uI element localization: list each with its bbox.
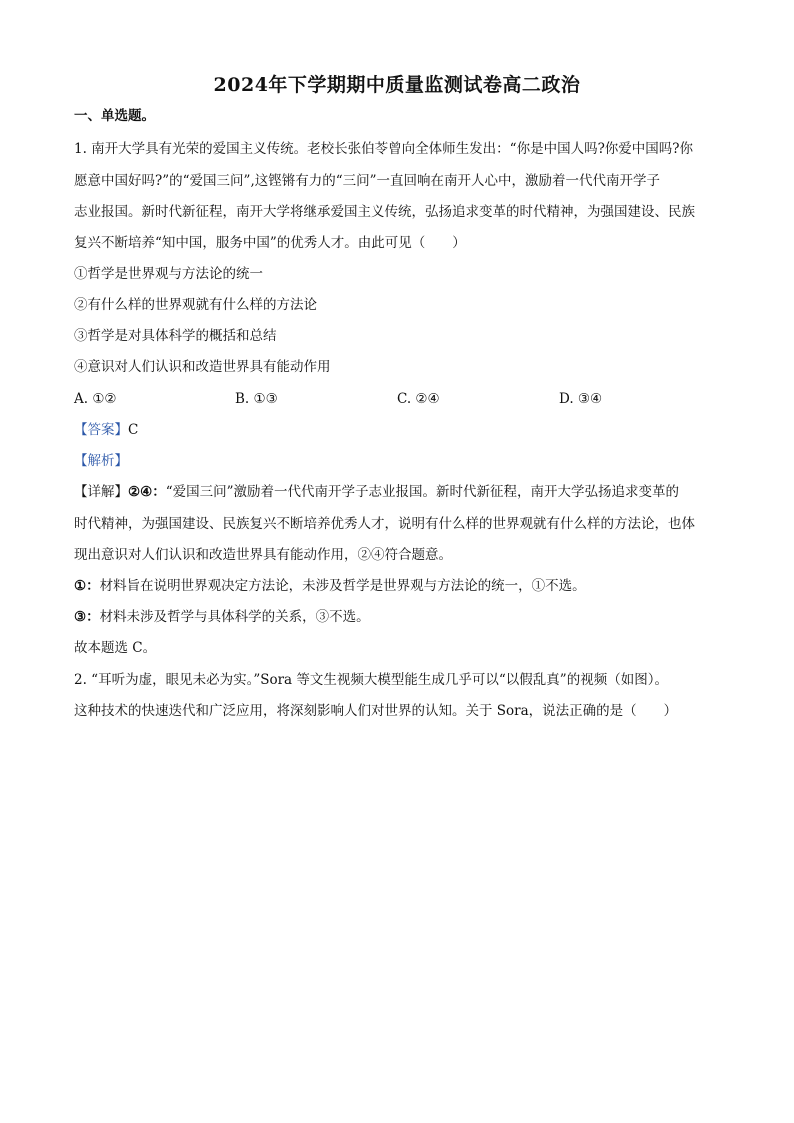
exclude-1-text: 材料旨在说明世界观决定方法论，未涉及哲学是世界观与方法论的统一，①不选。 bbox=[99, 578, 586, 594]
q1-stem-line-4: 复兴不断培养“知中国，服务中国”的优秀人才。由此可见（ ） bbox=[74, 235, 466, 251]
detail-text-1: “爱国三问”激励着一代代南开学子志业报国。新时代新征程，南开大学弘扬追求变革的 bbox=[165, 484, 680, 500]
exclude-1-marker: ①： bbox=[74, 578, 100, 594]
exclude-3-text: 材料未涉及哲学与具体科学的关系，③不选。 bbox=[99, 609, 370, 625]
q1-detail-line-1 bbox=[74, 483, 724, 501]
q1-exclude-3 bbox=[74, 608, 724, 626]
q1-option-d: D. ③④ bbox=[559, 391, 603, 407]
q1-exclude-1 bbox=[74, 577, 724, 595]
q2-stem-line-2: 这种技术的快速迭代和广泛应用，将深刻影响人们对世界的认知。关于 Sora，说法正确的是（ ） bbox=[74, 703, 678, 719]
answer-label: 【答案】 bbox=[74, 422, 128, 438]
detail-label: 【详解】 bbox=[74, 484, 128, 500]
detail-correct-options: ②④： bbox=[128, 484, 166, 500]
q1-statement-2: ②有什么样的世界观就有什么样的方法论 bbox=[74, 297, 317, 313]
q1-statement-3: ③哲学是对具体科学的概括和总结 bbox=[74, 328, 277, 344]
q1-detail-line-3: 现出意识对人们认识和改造世界具有能动作用，②④符合题意。 bbox=[74, 547, 452, 563]
q1-analysis bbox=[74, 452, 724, 470]
exclude-3-marker: ③： bbox=[74, 609, 100, 625]
q1-statement-4: ④意识对人们认识和改造世界具有能动作用 bbox=[74, 359, 331, 375]
q1-option-c: C. ②④ bbox=[397, 391, 440, 407]
q1-stem-line-3: 志业报国。新时代新征程，南开大学将继承爱国主义传统，弘扬追求变革的时代精神，为强国建设、民族 bbox=[74, 204, 695, 220]
q2-stem-line-1: 2. “耳听为虚，眼见未必为实。”Sora 等文生视频大模型能生成几乎可以“以假乱真”的视频（如图）。 bbox=[74, 672, 668, 688]
q1-conclusion: 故本题选 C。 bbox=[74, 640, 157, 656]
section-heading: 一、单选题。 bbox=[74, 108, 155, 124]
q1-stem-line-1: 1. 南开大学具有光荣的爱国主义传统。老校长张伯苓曾向全体师生发出：“你是中国人吗?你爱中国吗?你 bbox=[74, 141, 694, 157]
analysis-label: 【解析】 bbox=[74, 453, 128, 469]
q1-stem-line-2: 愿意中国好吗?”的“爱国三问”,这铿锵有力的“三问”一直回响在南开人心中，激励着一代代南开学子 bbox=[74, 173, 661, 189]
q1-option-a: A. ①② bbox=[74, 391, 117, 407]
q1-detail-line-2: 时代精神，为强国建设、民族复兴不断培养优秀人才，说明有什么样的世界观就有什么样的方法论，也体 bbox=[74, 516, 695, 532]
q1-statement-1: ①哲学是世界观与方法论的统一 bbox=[74, 266, 263, 282]
q1-option-b: B. ①③ bbox=[235, 391, 278, 407]
page-title: 2024年下学期期中质量监测试卷高二政治 bbox=[213, 74, 581, 96]
answer-value: C bbox=[128, 422, 139, 438]
q1-answer bbox=[74, 421, 724, 439]
